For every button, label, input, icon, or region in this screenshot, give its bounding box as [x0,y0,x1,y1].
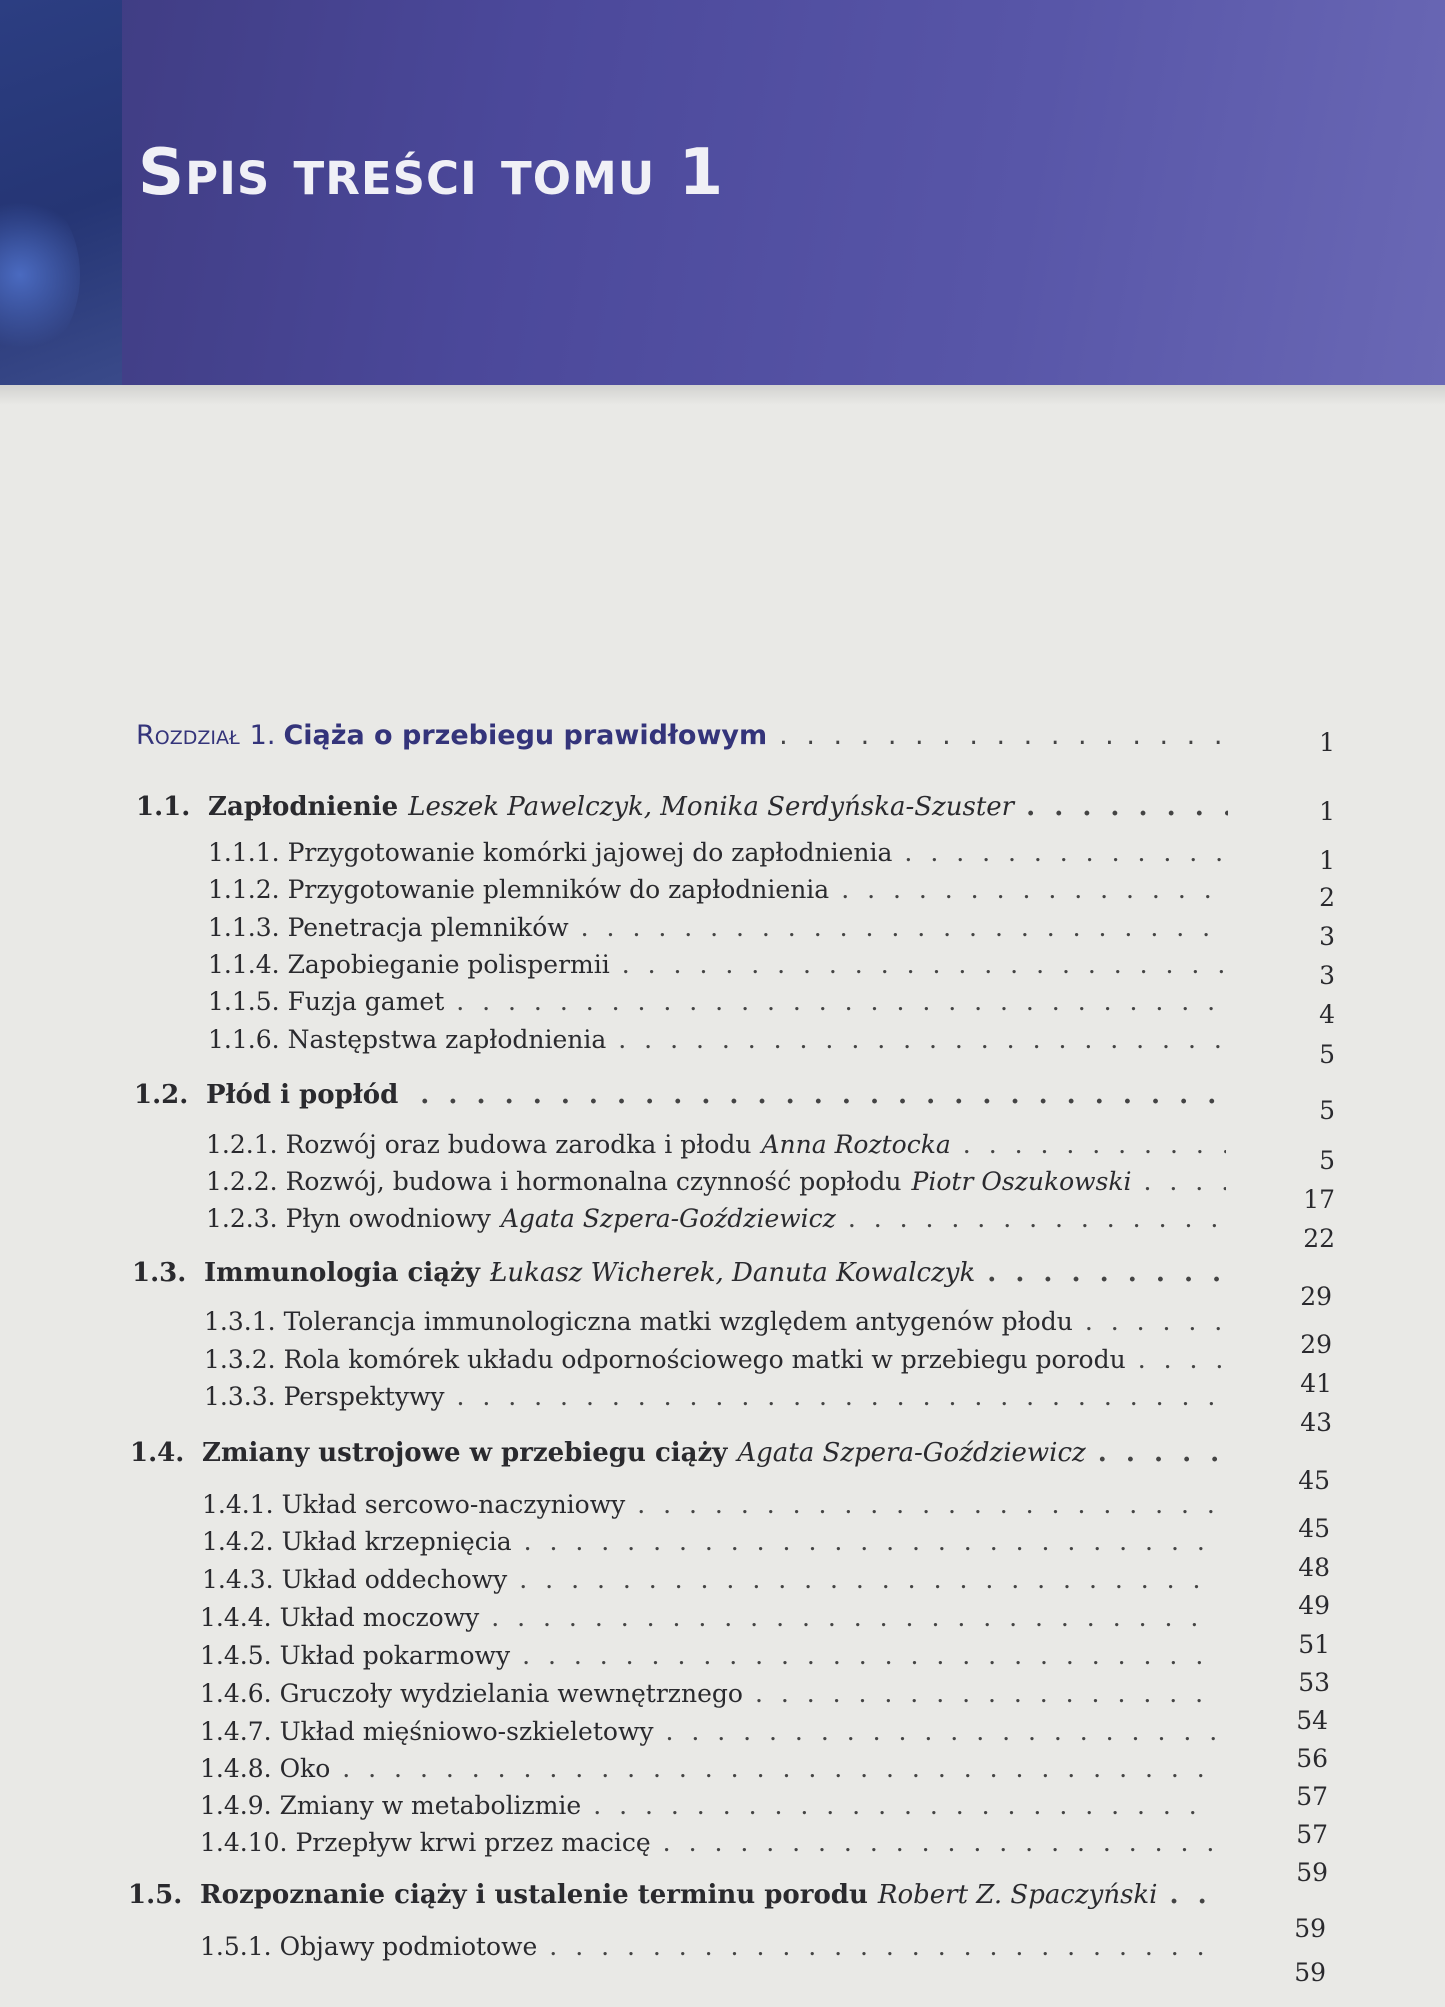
entry-auth: Anna Roztocka [761,1130,951,1159]
dot-leader [665,1717,1216,1746]
entry-num: 1.3. [132,1258,187,1288]
entry-auth: Agata Szpera-Goździewicz [737,1438,1086,1468]
page-number: 4 [1319,1000,1335,1029]
page-number: 43 [1300,1408,1332,1437]
dot-leader [522,1641,1216,1670]
page-number: 41 [1300,1369,1332,1398]
entry-num: 1.4.8. [200,1754,272,1783]
subsection-entry[interactable] [208,950,1236,979]
entry-auth: Agata Szpera-Goździewicz [500,1204,836,1233]
subsection-entry[interactable] [206,1167,1234,1196]
dot-leader [841,875,1228,904]
subsection-entry[interactable] [206,1130,1234,1159]
entry-num: 1.5. [128,1880,183,1910]
entry-title: Układ pokarmowy [279,1641,511,1670]
header-band [0,0,1445,385]
subsection-entry[interactable] [204,1345,1230,1374]
page-number: 22 [1303,1224,1335,1253]
dot-leader [456,1382,1222,1411]
section-entry[interactable] [134,1080,1234,1110]
entry-title: Układ sercowo-naczyniowy [281,1490,626,1519]
page-title: Spis treści tomu 1 [138,136,725,210]
entry-title: Rozwój, budowa i hormonalna czynność popłodu [285,1167,902,1196]
page-number: 54 [1296,1706,1328,1735]
page-number: 5 [1319,1040,1335,1069]
dot-leader [342,1754,1216,1783]
subsection-entry[interactable] [208,987,1236,1016]
dot-leader [1169,1880,1220,1910]
subsection-entry[interactable] [202,1527,1226,1556]
dot-leader [1098,1438,1222,1468]
entry-title: Zapłodnienie [208,792,399,822]
entry-num: 1.4.7. [200,1717,272,1746]
subsection-entry[interactable] [200,1603,1224,1632]
dot-leader [963,1130,1226,1159]
subsection-entry[interactable] [200,1717,1224,1746]
entry-title: Układ krzepnięcia [281,1527,512,1556]
page-number: 3 [1319,922,1335,951]
dot-leader [1138,1345,1222,1374]
subsection-entry[interactable] [202,1565,1226,1594]
chapter-page: 1 [1319,728,1335,757]
subsection-entry[interactable] [200,1828,1224,1857]
entry-num: 1.4.3. [202,1565,274,1594]
entry-num: 1.1.5. [208,987,280,1016]
page-number: 45 [1298,1466,1330,1495]
dot-leader [593,1791,1216,1820]
dot-leader [755,1679,1216,1708]
entry-auth: Robert Z. Spaczyński [877,1880,1158,1910]
dot-leader [524,1527,1218,1556]
entry-title: Rola komórek układu odpornościowego matki w przebiegu porodu [283,1345,1126,1374]
chapter-entry[interactable] [136,720,1236,751]
page-number: 48 [1298,1553,1330,1582]
dot-leader [779,720,1228,751]
entry-title: Przygotowanie plemników do zapłodnienia [287,875,830,904]
section-page: 1 [1319,797,1335,826]
dot-leader [491,1603,1216,1632]
dot-leader [618,1025,1228,1054]
page-number: 57 [1296,1782,1328,1811]
entry-num: 1.4.2. [202,1527,274,1556]
section-entry[interactable] [128,1880,1228,1910]
dot-leader [637,1490,1218,1519]
page-number: 1 [1319,846,1335,875]
entry-auth: Łukasz Wicherek, Danuta Kowalczyk [489,1258,976,1288]
page-number: 5 [1319,1146,1335,1175]
entry-title: Zmiany w metabolizmie [279,1791,582,1820]
subsection-entry[interactable] [200,1791,1224,1820]
dot-leader [848,1204,1226,1233]
entry-title: Zapobieganie polispermii [287,950,610,979]
subsection-entry[interactable] [206,1204,1234,1233]
entry-title: Przygotowanie komórki jajowej do zapłodnienia [287,838,893,867]
entry-num: 1.4.5. [200,1641,272,1670]
entry-title: Penetracja plemników [287,913,569,942]
entry-auth: Leszek Pawelczyk, Monika Serdyńska-Szuster [408,792,1015,822]
entry-num: 1.4.4. [200,1603,272,1632]
cover-illustration-strip [0,0,122,385]
entry-title: Układ moczowy [279,1603,480,1632]
dot-leader [987,1258,1224,1288]
entry-title: Przepływ krwi przez macicę [295,1828,651,1857]
subsection-entry[interactable] [200,1754,1224,1783]
page-number: 3 [1319,961,1335,990]
entry-num: 1.4.1. [202,1490,274,1519]
page-number: 59 [1294,1958,1326,1987]
subsection-entry[interactable] [208,1025,1236,1054]
entry-num: 1.4.9. [200,1791,272,1820]
entry-title: Tolerancja immunologiczna matki względem antygenów płodu [283,1307,1073,1336]
subsection-entry[interactable] [200,1679,1224,1708]
page-edge-shadow [0,385,1445,405]
entry-auth: Piotr Oszukowski [911,1167,1132,1196]
page-number: 59 [1294,1914,1326,1943]
entry-title: Gruczoły wydzielania wewnętrznego [279,1679,743,1708]
page-number: 29 [1300,1282,1332,1311]
page-number: 2 [1319,883,1335,912]
entry-num: 1.4. [130,1438,185,1468]
subsection-entry[interactable] [208,838,1236,867]
dot-leader [549,1932,1216,1961]
entry-num: 1.4.6. [200,1679,272,1708]
entry-title: Zmiany ustrojowe w przebiegu ciąży [202,1438,728,1468]
subsection-entry[interactable] [202,1490,1226,1519]
dot-leader [420,1080,1226,1110]
subsection-entry[interactable] [204,1382,1230,1411]
entry-num: 1.2.2. [206,1167,278,1196]
page-number: 45 [1298,1514,1330,1543]
page-number: 51 [1298,1630,1330,1659]
page-number: 5 [1319,1096,1335,1125]
subsection-entry[interactable] [204,1307,1230,1336]
page-number: 57 [1296,1820,1328,1849]
chapter-number: 1. [249,720,276,751]
subsection-entry[interactable] [208,913,1236,942]
entry-title: Objawy podmiotowe [279,1932,538,1961]
page-number: 29 [1300,1330,1332,1359]
dot-leader [456,987,1228,1016]
entry-num: 1.3.3. [204,1382,276,1411]
entry-title: Płód i popłód [206,1080,399,1110]
dot-leader [663,1828,1216,1857]
entry-num: 1.1.4. [208,950,280,979]
dot-leader [622,950,1228,979]
subsection-entry[interactable] [200,1641,1224,1670]
entry-title: Rozpoznanie ciąży i ustalenie terminu porodu [200,1880,868,1910]
entry-title: Oko [279,1754,331,1783]
entry-title: Następstwa zapłodnienia [287,1025,607,1054]
entry-num: 1.1.2. [208,875,280,904]
page-number: 49 [1298,1591,1330,1620]
dot-leader [1085,1307,1222,1336]
dot-leader [1144,1167,1226,1196]
subsection-entry[interactable] [208,875,1236,904]
entry-title: Płyn owodniowy [285,1204,491,1233]
entry-num: 1.2. [134,1080,189,1110]
dot-leader [1026,792,1228,822]
entry-num: 1.2.1. [206,1130,278,1159]
chapter-title: Ciąża o przebiegu prawidłowym [283,720,768,751]
chapter-label: Rozdział [136,720,240,751]
section-entry[interactable] [132,1258,1232,1288]
entry-num: 1.2.3. [206,1204,278,1233]
entry-title: Fuzja gamet [287,987,445,1016]
subsection-entry[interactable] [200,1932,1224,1961]
section-entry[interactable] [136,792,1236,822]
entry-num: 1.1. [136,792,191,822]
entry-num: 1.1.1. [208,838,280,867]
dot-leader [519,1565,1218,1594]
entry-title: Immunologia ciąży [204,1258,480,1288]
entry-num: 1.5.1. [200,1932,272,1961]
entry-num: 1.3.1. [204,1307,276,1336]
entry-title: Rozwój oraz budowa zarodka i płodu [285,1130,752,1159]
page-number: 53 [1298,1668,1330,1697]
page-number: 56 [1296,1744,1328,1773]
page-number: 17 [1303,1185,1335,1214]
entry-num: 1.3.2. [204,1345,276,1374]
entry-title: Perspektywy [283,1382,445,1411]
entry-title: Układ oddechowy [281,1565,508,1594]
entry-num: 1.1.3. [208,913,280,942]
entry-title: Układ mięśniowo-szkieletowy [279,1717,654,1746]
entry-num: 1.1.6. [208,1025,280,1054]
page-number: 59 [1296,1858,1328,1887]
dot-leader [581,913,1228,942]
entry-num: 1.4.10. [200,1828,288,1857]
section-entry[interactable] [130,1438,1230,1468]
dot-leader [904,838,1228,867]
